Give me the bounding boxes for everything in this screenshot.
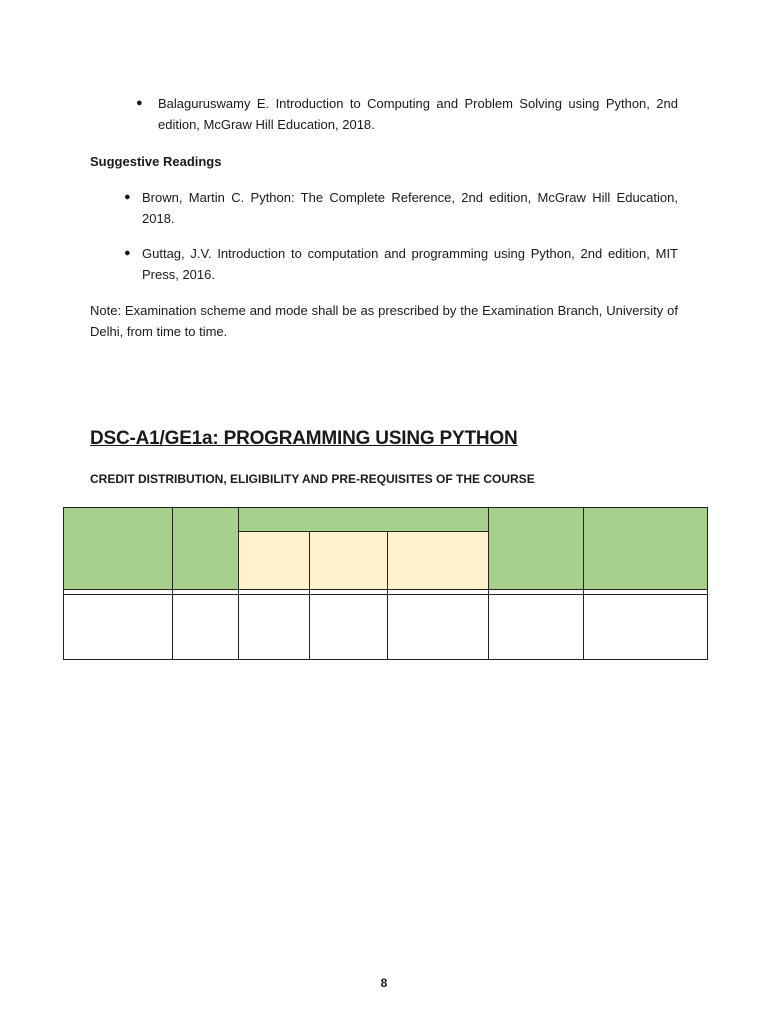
suggestive-reading-item [124, 187, 678, 229]
examination-note: Note: Examination scheme and mode shall be as prescribed by the Examination Branch, University of Delhi, from time to time. [90, 303, 678, 339]
page-number: 8 [380, 976, 388, 990]
table-header-cell [584, 508, 708, 590]
suggestive-reading-text: Guttag, J.V. Introduction to computation and programming using Python, 2nd edition, MIT Press, 2016. [142, 246, 678, 282]
bullet-icon: ● [124, 191, 131, 203]
table-header-row [64, 508, 708, 532]
credit-distribution-heading: CREDIT DISTRIBUTION, ELIGIBILITY AND PRE-REQUISITES OF THE COURSE [90, 472, 535, 486]
table-cell [310, 594, 388, 659]
suggestive-reading-item [124, 243, 678, 285]
reference-text: Balaguruswamy E. Introduction to Computing and Problem Solving using Python, 2nd edition, McGraw Hill Education, 2018. [158, 96, 678, 132]
table-cell [239, 594, 310, 659]
bullet-icon: ● [124, 247, 131, 259]
reference-list-item [136, 93, 678, 135]
table-cell [173, 594, 239, 659]
table-cell [584, 594, 708, 659]
bullet-icon: ● [136, 97, 143, 109]
suggestive-readings-heading: Suggestive Readings [90, 154, 222, 169]
table-cell [64, 594, 173, 659]
table-cell [489, 594, 584, 659]
credit-distribution-table [63, 507, 708, 660]
table-subheader-cell [239, 532, 310, 589]
table-header-cell [64, 508, 173, 590]
table-header-cell [239, 508, 489, 532]
course-title: DSC-A1/GE1a: PROGRAMMING USING PYTHON [90, 428, 518, 449]
table-header-cell [489, 508, 584, 590]
table-row [64, 594, 708, 659]
suggestive-reading-text: Brown, Martin C. Python: The Complete Reference, 2nd edition, McGraw Hill Education, 2018. [142, 190, 678, 226]
table-cell [388, 594, 489, 659]
table-header-cell [173, 508, 239, 590]
table-subheader-cell [310, 532, 388, 589]
table-subheader-cell [388, 532, 489, 589]
